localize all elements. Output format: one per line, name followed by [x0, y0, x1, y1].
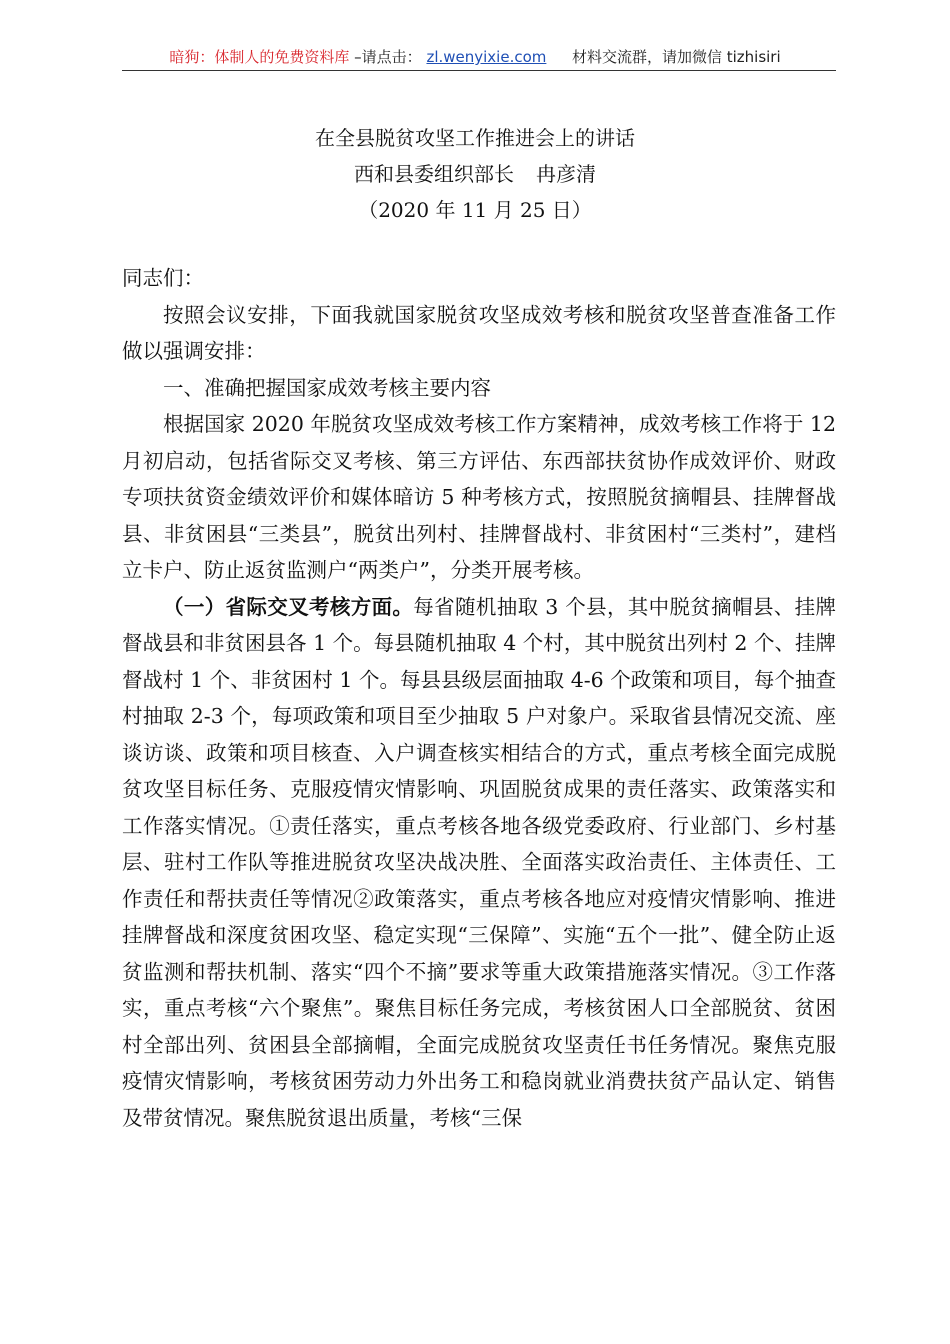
header-contact: 材料交流群，请加微信 tizhisiri — [571, 48, 781, 66]
document-date: （2020 年 11 月 25 日） — [358, 198, 592, 222]
section-paragraph: 根据国家 2020 年脱贫攻坚成效考核工作方案精神，成效考核工作将于 12 月初启动，包括省际交叉考核、第三方评估、东西部扶贫协作成效评价、财政专项扶贫资金绩效评价和媒体暗访 5 种考核方式，按照脱贫摘帽县、挂牌督战县、非贫困县“三类县”，脱贫出列村、挂牌督战村、非贫困村“三类村”，建档立卡户、防止返贫监测户“两类户”，分类开展考核。 — [122, 412, 836, 582]
title-block — [0, 120, 950, 228]
header-prompt: –请点击： — [354, 48, 422, 66]
subsection-body: 每省随机抽取 3 个县，其中脱贫摘帽县、挂牌督战县和非贫困县各 1 个。每县随机抽取 4 个村，其中脱贫出列村 2 个、挂牌督战村 1 个、非贫困村 1 个。每县县级层面抽取 4-6 个政策和项目，每个抽查村抽取 2-3 个，每项政策和项目至少抽取 5 户对象户。采取省县情况交流、座谈访谈、政策和项目核查、入户调查核实相结合的方式，重点考核全面完成脱贫攻坚目标任务、克服疫情灾情影响、巩固脱贫成果的责任落实、政策落实和工作落实情况。①责任落实，重点考核各地各级党委政府、行业部门、乡村基层、驻村工作队等推进脱贫攻坚决战决胜、全面落实政治责任、主体责任、工作责任和帮扶责任等情况②政策落实，重点考核各地应对疫情灾情影响、推进挂牌督战和深度贫困攻坚、稳定实现“三保障”、实施“五个一批”、健全防止返贫监测和帮扶机制、落实“四个不摘”要求等重大政策措施落实情况。③工作落实，重点考核“六个聚焦”。聚焦目标任务完成，考核贫困人口全部脱贫、贫困村全部出列、贫困县全部摘帽，全面完成脱贫攻坚责任书任务情况。聚焦克服疫情灾情影响，考核贫困劳动力外出务工和稳岗就业消费扶贫产品认定、销售及带贫情况。聚焦脱贫退出质量，考核“三保 — [122, 594, 837, 1130]
author-org: 西和县委组织部长 — [354, 162, 514, 186]
document-header — [0, 46, 950, 67]
intro-paragraph: 按照会议安排，下面我就国家脱贫攻坚成效考核和脱贫攻坚普查准备工作做以强调安排： — [122, 302, 836, 363]
author-name: 冉彦清 — [536, 162, 596, 186]
header-brand: 暗狗：体制人的免费资料库 — [169, 48, 350, 66]
header-link[interactable]: zl.wenyixie.com — [426, 48, 547, 66]
section-heading: 一、准确把握国家成效考核主要内容 — [163, 375, 491, 400]
document-title: 在全县脱贫攻坚工作推进会上的讲话 — [315, 126, 635, 150]
salutation: 同志们： — [122, 266, 204, 290]
document-body — [122, 260, 836, 1136]
subsection-lead: （一）省际交叉考核方面。 — [163, 594, 414, 619]
header-divider — [122, 70, 836, 71]
subsection-paragraph — [122, 589, 836, 1137]
author-line — [0, 156, 950, 192]
